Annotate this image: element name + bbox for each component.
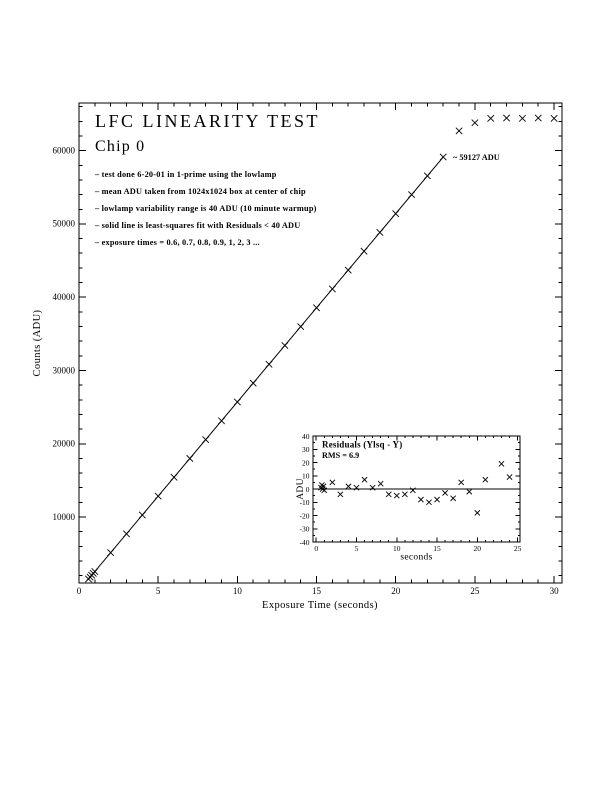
plot-title: LFC LINEARITY TEST — [95, 111, 320, 131]
main-data-point-marker — [139, 512, 145, 518]
note-test-date: – test done 6-20-01 in 1-prime using the lowlamp — [95, 170, 277, 179]
note-solid-line-fit: – solid line is least-squares fit with Residuals < 40 ADU — [95, 221, 301, 230]
main-data-point-marker — [377, 229, 383, 235]
main-data-point-marker — [313, 305, 319, 311]
y-tick-label: 10 — [302, 471, 310, 481]
inset-x-axis-label: seconds — [400, 552, 433, 563]
main-data-point-marker — [298, 323, 304, 329]
main-data-point-marker — [424, 173, 430, 179]
main-y-axis-label: Counts (ADU) — [32, 309, 43, 377]
y-tick-label: -20 — [299, 511, 310, 521]
x-tick-label: 25 — [470, 586, 480, 596]
main-data-point-marker — [472, 120, 478, 126]
inset-title: Residuals (Ylsq - Y) — [322, 439, 403, 450]
y-tick-label: 60000 — [52, 145, 75, 156]
plot-subtitle: Chip 0 — [95, 138, 146, 155]
main-data-point-marker — [440, 154, 446, 160]
y-tick-label: 40000 — [52, 291, 75, 302]
y-tick-label: 50000 — [52, 218, 75, 229]
x-tick-label: 0 — [76, 586, 82, 596]
main-data-point-marker — [218, 418, 224, 424]
note-mean-adu: – mean ADU taken from 1024x1024 box at center of chip — [95, 187, 306, 196]
x-tick-label: 20 — [473, 544, 482, 553]
note-lowlamp-variability: – lowlamp variability range is 40 ADU (10 minute warmup) — [95, 204, 317, 213]
main-data-point-marker — [551, 115, 557, 121]
note-exposure-times: – exposure times = 0.6, 0.7, 0.8, 0.9, 1, 2, 3 ... — [95, 238, 260, 247]
x-tick-label: 20 — [391, 586, 401, 596]
main-data-point-marker — [503, 115, 509, 121]
main-data-point-marker — [123, 531, 129, 537]
x-tick-label: 25 — [513, 544, 522, 553]
main-data-point-marker — [266, 361, 272, 367]
main-data-point-marker — [456, 128, 462, 134]
x-tick-label: 5 — [155, 586, 161, 596]
main-data-point-marker — [282, 342, 288, 348]
x-tick-label: 10 — [232, 586, 242, 596]
y-tick-label: 30 — [302, 445, 310, 455]
y-tick-label: -30 — [299, 524, 310, 534]
y-tick-label: -40 — [299, 537, 310, 547]
inset-y-axis-label: ADU — [296, 478, 306, 500]
main-data-point-marker — [107, 549, 113, 555]
main-data-point-marker — [535, 115, 541, 121]
main-data-point-marker — [393, 210, 399, 216]
main-data-point-marker — [361, 248, 367, 254]
y-tick-label: 20 — [302, 458, 310, 468]
main-data-point-marker — [187, 455, 193, 461]
main-data-point-marker — [519, 115, 525, 121]
main-x-axis-label: Exposure Time (seconds) — [262, 600, 378, 611]
x-tick-label: 0 — [314, 544, 319, 553]
x-tick-label: 15 — [433, 544, 441, 553]
y-tick-label: 20000 — [52, 438, 75, 449]
main-data-point-marker — [329, 286, 335, 292]
x-tick-label: 5 — [354, 544, 359, 553]
main-data-point-marker — [171, 474, 177, 480]
main-data-point-marker — [92, 568, 98, 574]
y-tick-label: 30000 — [52, 365, 75, 376]
main-data-point-marker — [345, 267, 351, 273]
main-data-point-marker — [202, 436, 208, 442]
inset-rms-value: RMS = 6.9 — [322, 451, 360, 460]
y-tick-label: 10000 — [52, 511, 75, 522]
x-tick-label: 10 — [393, 544, 401, 553]
x-tick-label: 30 — [549, 586, 559, 596]
main-data-point-marker — [250, 380, 256, 386]
main-data-point-marker — [408, 191, 414, 197]
main-data-point-marker — [155, 493, 161, 499]
main-data-point-marker — [488, 115, 494, 121]
residuals-inset-chart — [300, 432, 522, 553]
y-tick-label: 0 — [305, 484, 310, 494]
saturation-annotation: ~ 59127 ADU — [453, 153, 500, 162]
y-tick-label: 40 — [302, 431, 310, 441]
main-data-point-marker — [234, 399, 240, 405]
x-tick-label: 15 — [312, 586, 322, 596]
y-tick-label: -10 — [299, 498, 310, 508]
